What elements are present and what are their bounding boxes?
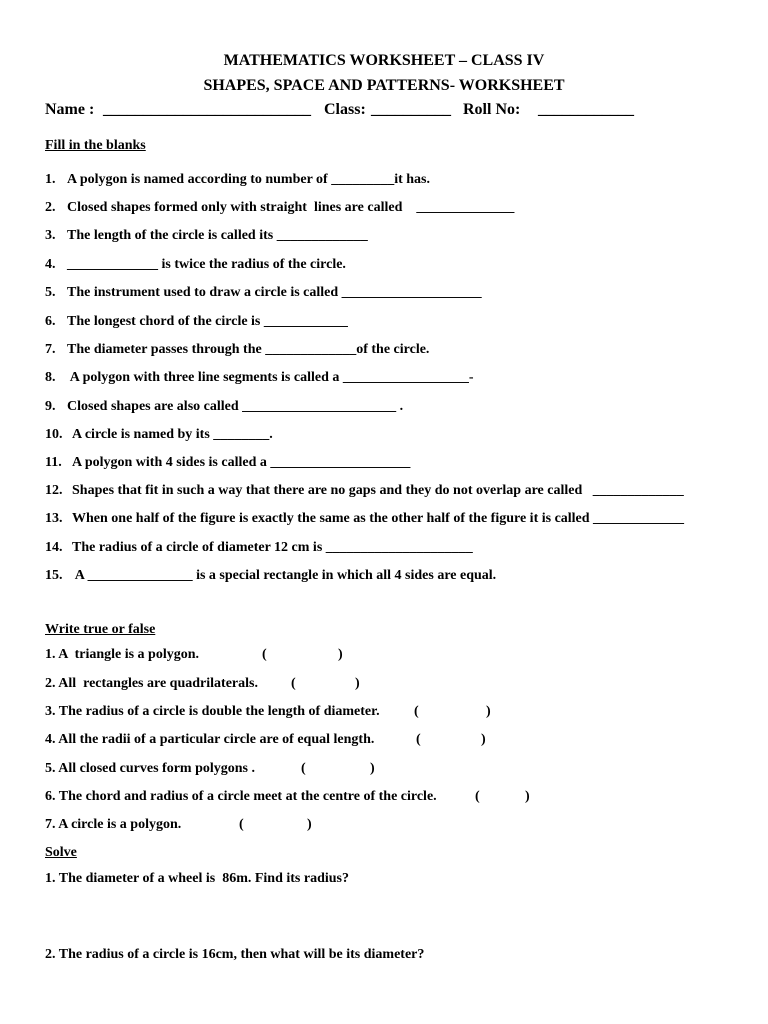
- item-text: 7. A circle is a polygon.: [45, 817, 182, 832]
- item-text: The length of the circle is called its _____________: [67, 228, 368, 243]
- solve-question: 1. The diameter of a wheel is 86m. Find its radius?: [45, 871, 349, 886]
- open-paren: (: [291, 676, 296, 691]
- item-text: A _______________ is a special rectangle in which all 4 sides are equal.: [72, 568, 497, 583]
- item-number: 12.: [45, 483, 63, 498]
- item-number: 7.: [45, 342, 56, 357]
- worksheet-subtitle: SHAPES, SPACE AND PATTERNS- WORKSHEET: [203, 77, 565, 94]
- item-text: The instrument used to draw a circle is called ____________________: [67, 285, 482, 300]
- item-number: 5.: [45, 285, 56, 300]
- open-paren: (: [475, 789, 480, 804]
- open-paren: (: [239, 817, 244, 832]
- item-text: A polygon with three line segments is called a __________________-: [67, 370, 474, 385]
- item-number: 10.: [45, 427, 63, 442]
- item-text: A polygon is named according to number of _________it has.: [67, 172, 430, 187]
- solve-heading: Solve: [45, 845, 77, 860]
- solve-question: 2. The radius of a circle is 16cm, then what will be its diameter?: [45, 947, 425, 962]
- roll-blank: ____________: [538, 101, 634, 118]
- item-number: 15.: [45, 568, 63, 583]
- item-number: 14.: [45, 540, 63, 555]
- roll-label: Roll No:: [463, 101, 521, 118]
- close-paren: ): [481, 732, 486, 747]
- item-number: 3.: [45, 228, 56, 243]
- close-paren: ): [355, 676, 360, 691]
- true-false-heading: Write true or false: [45, 622, 156, 637]
- open-paren: (: [262, 647, 267, 662]
- item-text: 2. All rectangles are quadrilaterals.: [45, 676, 258, 691]
- item-text: 3. The radius of a circle is double the length of diameter.: [45, 704, 380, 719]
- worksheet-title: MATHEMATICS WORKSHEET – CLASS IV: [223, 52, 545, 69]
- item-text: The radius of a circle of diameter 12 cm is _____________________: [72, 540, 473, 555]
- item-number: 9.: [45, 399, 56, 414]
- item-text: Closed shapes are also called ______________________ .: [67, 399, 404, 414]
- class-label: Class:: [324, 101, 366, 118]
- item-number: 8.: [45, 370, 56, 385]
- item-number: 11.: [45, 455, 62, 470]
- close-paren: ): [338, 647, 343, 662]
- item-text: Closed shapes formed only with straight lines are called ______________: [67, 200, 515, 215]
- close-paren: ): [486, 704, 491, 719]
- item-number: 6.: [45, 314, 56, 329]
- open-paren: (: [301, 761, 306, 776]
- item-text: Shapes that fit in such a way that there are no gaps and they do not overlap are called _____________: [72, 483, 684, 498]
- open-paren: (: [416, 732, 421, 747]
- close-paren: ): [370, 761, 375, 776]
- item-number: 13.: [45, 511, 63, 526]
- item-text: A circle is named by its ________.: [72, 427, 273, 442]
- fill-blanks-heading: Fill in the blanks: [45, 138, 146, 153]
- close-paren: ): [307, 817, 312, 832]
- item-text: A polygon with 4 sides is called a ____________________: [72, 455, 411, 470]
- item-text: 4. All the radii of a particular circle are of equal length.: [45, 732, 375, 747]
- class-blank: __________: [371, 101, 451, 118]
- item-number: 4.: [45, 257, 56, 272]
- item-text: _____________ is twice the radius of the circle.: [67, 257, 346, 272]
- open-paren: (: [414, 704, 419, 719]
- item-text: 6. The chord and radius of a circle meet at the centre of the circle.: [45, 789, 437, 804]
- item-text: 1. A triangle is a polygon.: [45, 647, 200, 662]
- item-text: The longest chord of the circle is ____________: [67, 314, 348, 329]
- item-text: The diameter passes through the _____________of the circle.: [67, 342, 430, 357]
- item-text: When one half of the figure is exactly the same as the other half of the figure it is called _____________: [72, 511, 685, 526]
- name-blank: __________________________: [103, 101, 311, 118]
- name-label: Name :: [45, 101, 95, 118]
- item-number: 2.: [45, 200, 56, 215]
- item-text: 5. All closed curves form polygons .: [45, 761, 255, 776]
- item-number: 1.: [45, 172, 56, 187]
- close-paren: ): [525, 789, 530, 804]
